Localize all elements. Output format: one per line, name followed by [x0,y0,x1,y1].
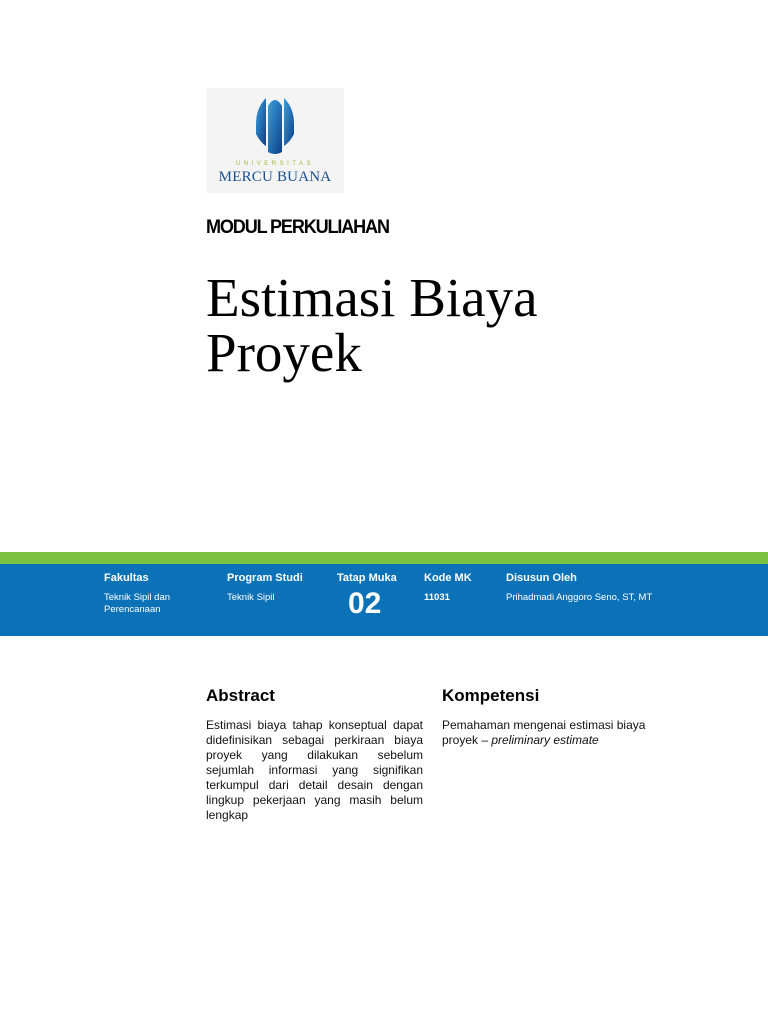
document-title [206,267,746,383]
program-studi-label: Program Studi [227,572,303,584]
program-studi-value: Teknik Sipil [227,592,275,603]
green-divider [0,552,768,564]
info-bar [0,564,768,636]
tatap-muka-column [337,572,397,621]
fakultas-label: Fakultas [104,572,149,584]
logo-university-label: UNIVERSITAS [235,161,315,167]
tatap-muka-label: Tatap Muka [337,572,397,584]
kompetensi-text [442,718,666,748]
logo-name: MERCU BUANA [218,169,332,185]
fakultas-column [104,572,170,616]
title-line-1: Estimasi Biaya [206,267,538,328]
kode-mk-column [424,572,472,604]
fakultas-value [104,592,170,616]
disusun-oleh-column [506,572,652,604]
fakultas-value-line-1: Teknik Sipil dan [104,592,171,603]
mercu-buana-emblem-icon [252,94,298,160]
fakultas-value-line-2: Perencanaan [104,604,161,615]
abstract-text: Estimasi biaya tahap konseptual dapat didefinisikan sebagai perkiraan biaya proyek yang dilakukan sebelum sejumlah informasi yang signifikan terkumpul dari detail desain dengan lingkup pekerjaan yang masih belum lengkap [206,718,423,822]
kompetensi-text-italic: preliminary estimate [491,733,599,747]
disusun-oleh-label: Disusun Oleh [506,572,577,584]
kompetensi-heading: Kompetensi [442,686,540,705]
kode-mk-value: 11031 [424,592,450,603]
abstract-heading: Abstract [206,686,275,705]
disusun-oleh-value: Prihadmadi Anggoro Seno, ST, MT [506,592,653,603]
module-label: MODUL PERKULIAHAN [206,217,389,238]
kode-mk-label: Kode MK [424,572,472,584]
kompetensi-text-plain: Pemahaman mengenai estimasi biaya proyek – [442,718,646,747]
tatap-muka-value: 02 [348,587,382,620]
program-studi-column [227,572,303,604]
title-line-2: Proyek [206,322,362,383]
university-logo [206,88,344,193]
